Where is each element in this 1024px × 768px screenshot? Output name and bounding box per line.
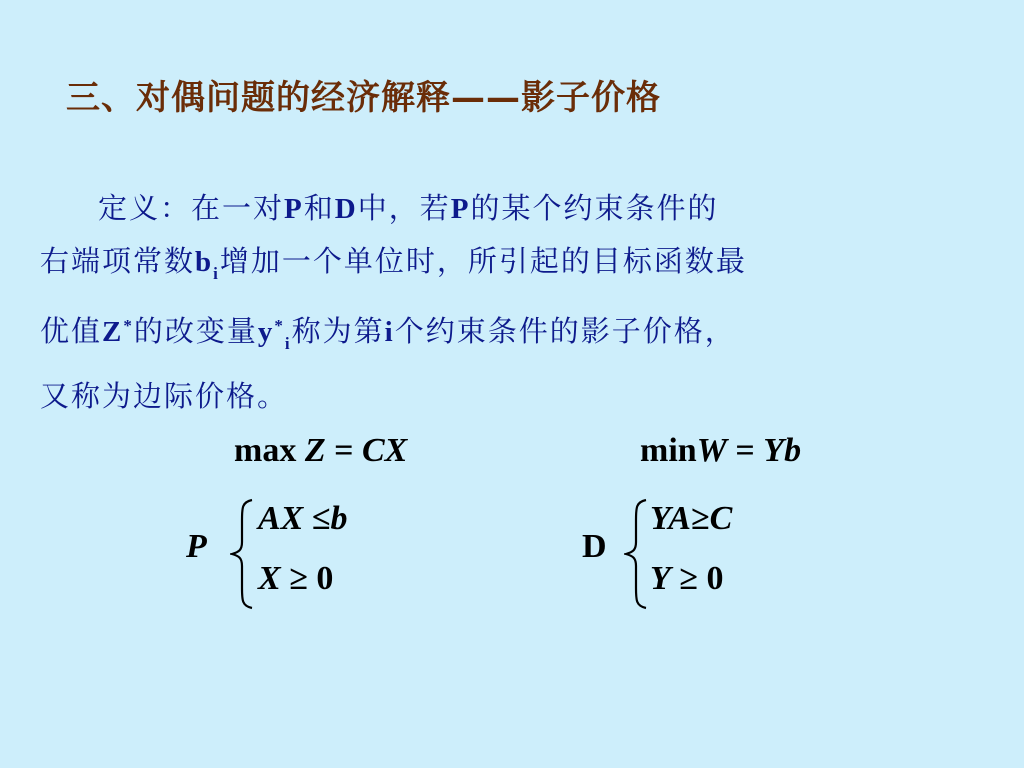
dual-objective: minW = Yb: [640, 432, 802, 469]
definition-line-1: 定义：在一对P和D中，若P的某个约束条件的: [98, 191, 719, 225]
dual-constraint-1: YA≥C: [650, 500, 733, 537]
dual-constraint-2: Y ≥ 0: [650, 560, 724, 597]
definition-line-3: 优值Z*的改变量$y^*_i$称为第i个约束条件的影子价格，: [40, 314, 736, 353]
dual-label: D: [582, 528, 607, 565]
primal-constraint-1: AX ≤b: [258, 500, 348, 537]
primal-constraint-2: X ≥ 0: [258, 560, 334, 597]
definition-paragraph: [40, 182, 990, 422]
primal-brace: [230, 498, 256, 610]
definition-line-2: 右端项常数$b_i$增加一个单位时，所引起的目标函数最: [40, 244, 747, 283]
dual-brace: [624, 498, 650, 610]
slide-title: 三、对偶问题的经济解释——影子价格: [66, 78, 661, 118]
primal-label: P: [186, 528, 207, 565]
primal-objective: max Z = CX: [234, 432, 408, 469]
definition-line-4: 又称为边际价格。: [40, 379, 289, 413]
